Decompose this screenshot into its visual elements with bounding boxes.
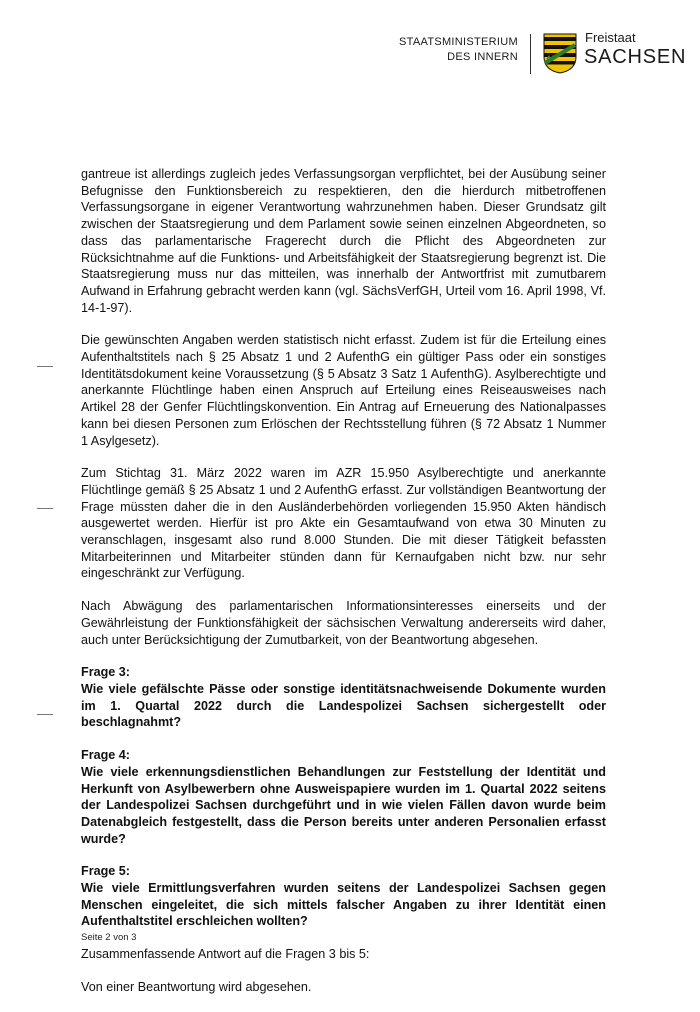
- paragraph-2: Die gewünschten Angaben werden statistisch nicht erfasst. Zudem ist für die Erteilung eines Aufenthaltstitels nach § 25 Absatz 1 und 2 AufenthG ein gültiger Pass oder ein sonstiges Identitätsdokument keine Voraussetzung (§ 5 Absatz 3 Satz 1 AufenthG). Asylberechtigte und anerkannte Flüchtlinge haben einen Anspruch auf Erteilung eines Reiseausweises nach Artikel 28 der Genfer Flüchtlingskonvention. Ein Antrag auf Erneuerung des Nationalpasses kann bei diesen Personen zum Erlöschen der Rechtsstellung führen (§ 72 Absatz 1 Nummer 1 Asylgesetz).: [81, 333, 606, 448]
- question-text: Wie viele erkennungsdienstlichen Behandlungen zur Feststellung der Identität und Herkunft von Asylbewerbern ohne Ausweispapiere wurden im 1. Quartal 2022 seitens der Landespolizei Sachsen durchgeführt und in wie vielen Fällen davon wurde beim Datenabgleich festgestellt, dass die Person bereits unter anderen Personalien erfasst wurde?: [81, 764, 606, 846]
- question-label: Frage 5:: [81, 864, 130, 879]
- question-label: Frage 3:: [81, 665, 130, 680]
- answer-intro: Zusammenfassende Antwort auf die Fragen 3 bis 5:: [81, 947, 370, 962]
- paragraph-4: Nach Abwägung des parlamentarischen Informationsinteresses einerseits und der Gewährleistung der Funktionsfähigkeit der sächsischen Verwaltung andererseits wird daher, auch unter Berücksichtigung der Zumutbarkeit, von der Beantwortung abgesehen.: [81, 599, 606, 647]
- margin-mark: [37, 366, 53, 367]
- ministry-name: [380, 35, 518, 65]
- saxony-coat-of-arms-icon: [543, 33, 577, 74]
- letterhead-divider: [530, 34, 531, 74]
- ministry-line-2: DES INNERN: [447, 51, 518, 63]
- margin-mark: [37, 508, 53, 509]
- page-number: Seite 2 von 3: [81, 932, 137, 943]
- ministry-line-1: STAATSMINISTERIUM: [399, 36, 518, 48]
- document-body: [81, 166, 606, 1012]
- question-3: [81, 664, 606, 731]
- margin-mark: [37, 714, 53, 715]
- question-text: Wie viele gefälschte Pässe oder sonstige identitätsnachweisende Dokumente wurden im 1. Quartal 2022 durch die Landespolizei Sachsen sichergestellt oder beschlagnahmt?: [81, 681, 606, 730]
- paragraph-1: gantreue ist allerdings zugleich jedes Verfassungsorgan verpflichtet, bei der Ausübung seiner Befugnisse den Funktionsbereich zu respektieren, den die hierdurch mitbetroffenen Verfassungsorgane in eigener Verantwortung wahrzunehmen haben. Dieser Grundsatz gilt zwischen der Staatsregierung und dem Parlament sowie seinen einzelnen Abgeordneten, so dass das parlamentarische Fragerecht durch die Pflicht des Abgeordneten zur Rücksichtnahme auf die Funktions- und Arbeitsfähigkeit der Staatsregierung begrenzt ist. Die Staatsregierung muss nur das mitteilen, was innerhalb der Antwortfrist mit zumutbarem Aufwand in Erfahrung gebracht werden kann (vgl. SächsVerfGH, Urteil vom 16. April 1998, Vf. 14-1-97).: [81, 167, 606, 315]
- question-5: [81, 863, 606, 930]
- state-name-line-1: Freistaat: [585, 30, 636, 45]
- paragraph-3: Zum Stichtag 31. März 2022 waren im AZR 15.950 Asylberechtigte und anerkannte Flüchtlinge gemäß § 25 Absatz 1 und 2 AufenthG erfasst. Zur vollständigen Beantwortung der Frage müssten daher die in den Ausländerbehörden vorliegenden 15.950 Akten händisch ausgewertet werden. Hierfür ist pro Akte ein Gesamtaufwand von etwa 30 Minuten zu veranschlagen, insgesamt also rund 8.000 Stunden. Die mit dieser Tätigkeit befassten Mitarbeiterinnen und Mitarbeiter stünden dann für Kernaufgaben nicht bzw. nur sehr eingeschränkt zur Verfügung.: [81, 466, 606, 581]
- state-name-line-2: SACHSEN: [584, 46, 687, 68]
- letterhead: [380, 30, 687, 80]
- answer-text: Von einer Beantwortung wird abgesehen.: [81, 979, 312, 994]
- question-label: Frage 4:: [81, 748, 130, 763]
- question-4: [81, 747, 606, 847]
- question-text: Wie viele Ermittlungsverfahren wurden seitens der Landespolizei Sachsen gegen Menschen eingeleitet, die sich mittels falscher Angaben zu ihrer Identität einen Aufenthaltstitel erschleichen wollten?: [81, 881, 606, 929]
